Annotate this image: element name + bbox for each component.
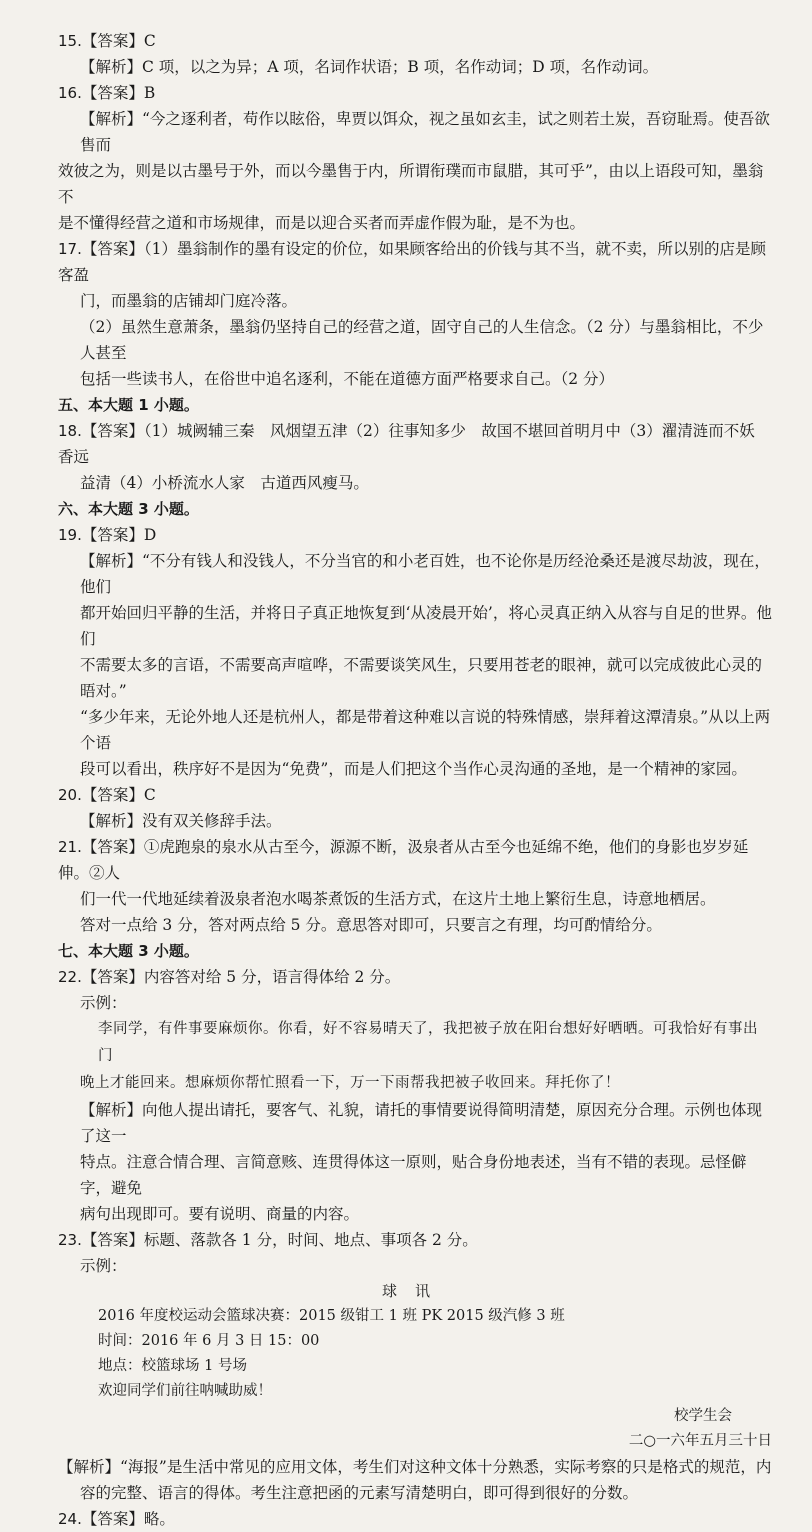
question-number: 19. (58, 526, 82, 544)
q23-example-label: 示例： (80, 1257, 127, 1275)
q21-answer-3: 答对一点给 3 分，答对两点给 5 分。意思答对即可，只要言之有理，均可酌情给分。 (80, 916, 662, 934)
q23-analysis-2: 容的完整、语言的得体。考生注意把函的元素写清楚明白，即可得到很好的分数。 (80, 1484, 639, 1502)
question-number: 21. (58, 838, 82, 856)
q17-answer-line (58, 236, 772, 288)
poster-line-1: 2016 年度校运动会篮球决赛：2015 级钳工 1 班 PK 2015 级汽修 3 班 (98, 1308, 565, 1324)
section-7-heading: 七、本大题 3 小题。 (58, 942, 199, 960)
answer-text: 【答案】B (81, 84, 156, 102)
poster-signature: 校学生会 (674, 1408, 732, 1424)
q23-analysis-1: 【解析】“海报”是生活中常见的应用文体，考生们对这种文体十分熟悉，实际考察的只是格式的规范，内 (58, 1458, 772, 1476)
q22-analysis-1: 【解析】向他人提出请托，要客气、礼貌，请托的事情要说得简明清楚，原因充分合理。示例也体现了这一 (80, 1101, 763, 1145)
poster-example (58, 1279, 772, 1454)
question-number: 15. (58, 32, 82, 50)
question-number: 17. (58, 240, 82, 258)
q19-answer-line (58, 522, 772, 548)
answer-text: 【答案】C (81, 786, 156, 804)
q24-answer-line (58, 1506, 772, 1532)
q17-answer-4: 包括一些读书人，在俗世中追名逐利，不能在道德方面严格要求自己。（2 分） (80, 370, 615, 388)
question-number: 23. (58, 1231, 82, 1249)
section-6-heading: 六、本大题 3 小题。 (58, 500, 199, 518)
question-number: 16. (58, 84, 82, 102)
q20-answer-line (58, 782, 772, 808)
q16-analysis-3: 是不懂得经营之道和市场规律，而是以迎合买者而弄虚作假为耻，是不为也。 (58, 214, 586, 232)
answer-text: 【答案】略。 (81, 1510, 175, 1528)
question-number: 24. (58, 1510, 82, 1528)
q15-answer-line (58, 28, 772, 54)
q17-answer-3: （2）虽然生意萧条，墨翁仍坚持自己的经营之道，固守自己的人生信念。（2 分）与墨翁相比，不少人甚至 (80, 318, 764, 362)
q22-analysis-2: 特点。注意合情合理、言简意赅、连贯得体这一原则，贴合身份地表述，当有不错的表现。忌怪僻字，避免 (80, 1153, 747, 1197)
q16-answer-line (58, 80, 772, 106)
q15-analysis: 【解析】C 项，以之为异；A 项，名词作状语；B 项，名作动词；D 项，名作动词。 (80, 58, 659, 76)
answer-text: 【答案】D (81, 526, 157, 544)
question-number: 20. (58, 786, 82, 804)
q16-analysis-2: 效彼之为，则是以古墨号于外，而以今墨售于内，所谓衔璞而市鼠腊，其可乎”，由以上语段可知，墨翁不 (58, 162, 764, 206)
poster-line-4: 欢迎同学们前往呐喊助威！ (98, 1383, 272, 1399)
q22-answer-line (58, 964, 772, 990)
answer-text: 【答案】C (81, 32, 156, 50)
question-number: 18. (58, 422, 82, 440)
q20-analysis: 【解析】没有双关修辞手法。 (80, 812, 282, 830)
answer-text: 【答案】标题、落款各 1 分，时间、地点、事项各 2 分。 (81, 1231, 478, 1249)
q21-answer-line (58, 834, 772, 886)
q22-letter-2: 晚上才能回来。想麻烦你帮忙照看一下，万一下雨帮我把被子收回来。拜托你了！ (80, 1075, 620, 1091)
q23-answer-line (58, 1227, 772, 1253)
poster-line-2: 时间：2016 年 6 月 3 日 15：00 (98, 1333, 320, 1349)
answer-text: 【答案】①虎跑泉的泉水从古至今，源源不断，汲泉者从古至今也延绵不绝，他们的身影也岁岁延伸。②人 (58, 838, 749, 882)
q22-letter-1: 李同学，有件事要麻烦你。你看，好不容易晴天了，我把被子放在阳台想好好晒晒。可我恰好有事出门 (98, 1021, 758, 1064)
q18-answer-2: 益清（4）小桥流水人家 古道西风瘦马。 (80, 474, 369, 492)
q19-analysis-5: 段可以看出，秩序好不是因为“免费”，而是人们把这个当作心灵沟通的圣地，是一个精神的家园。 (80, 760, 747, 778)
q17-answer-2: 门，而墨翁的店铺却门庭冷落。 (80, 292, 298, 310)
question-number: 22. (58, 968, 82, 986)
q19-analysis-2: 都开始回归平静的生活，并将日子真正地恢复到‘从凌晨开始’，将心灵真正纳入从容与自足的世界。他们 (80, 604, 772, 648)
answer-text: 【答案】（1）墨翁制作的墨有设定的价位，如果顾客给出的价钱与其不当，就不卖，所以别的店是顾客盈 (58, 240, 766, 284)
poster-title: 球讯 (381, 1282, 448, 1300)
poster-date: 二○一六年五月三十日 (628, 1433, 772, 1449)
answer-text: 【答案】（1）城阙辅三秦 风烟望五津（2）往事知多少 故国不堪回首明月中（3）濯清涟而不妖 香远 (58, 422, 771, 466)
poster-line-3: 地点：校篮球场 1 号场 (98, 1358, 247, 1374)
q19-analysis-1: 【解析】“不分有钱人和没钱人，不分当官的和小老百姓，也不论你是历经沧桑还是渡尽劫波，现在，他们 (80, 552, 770, 596)
q16-analysis-1: 【解析】“今之逐利者，苟作以眩俗，卑贾以饵众，视之虽如玄圭，试之则若土炭，吾窃耻焉。使吾欲售而 (80, 110, 770, 154)
q19-analysis-3: 不需要太多的言语，不需要高声喧哗，不需要谈笑风生，只要用苍老的眼神，就可以完成彼此心灵的晤对。” (80, 656, 763, 700)
q21-answer-2: 们一代一代地延续着汲泉者泡水喝茶煮饭的生活方式，在这片土地上繁衍生息，诗意地栖居。 (80, 890, 716, 908)
q18-answer-line (58, 418, 772, 470)
answer-text: 【答案】内容答对给 5 分，语言得体给 2 分。 (81, 968, 401, 986)
q22-example-label: 示例： (80, 994, 127, 1012)
section-5-heading: 五、本大题 1 小题。 (58, 396, 199, 414)
q19-analysis-4: “多少年来，无论外地人还是杭州人，都是带着这种难以言说的特殊情感，崇拜着这潭清泉。”从以上两个语 (80, 708, 771, 752)
q22-analysis-3: 病句出现即可。要有说明、商量的内容。 (80, 1205, 360, 1223)
